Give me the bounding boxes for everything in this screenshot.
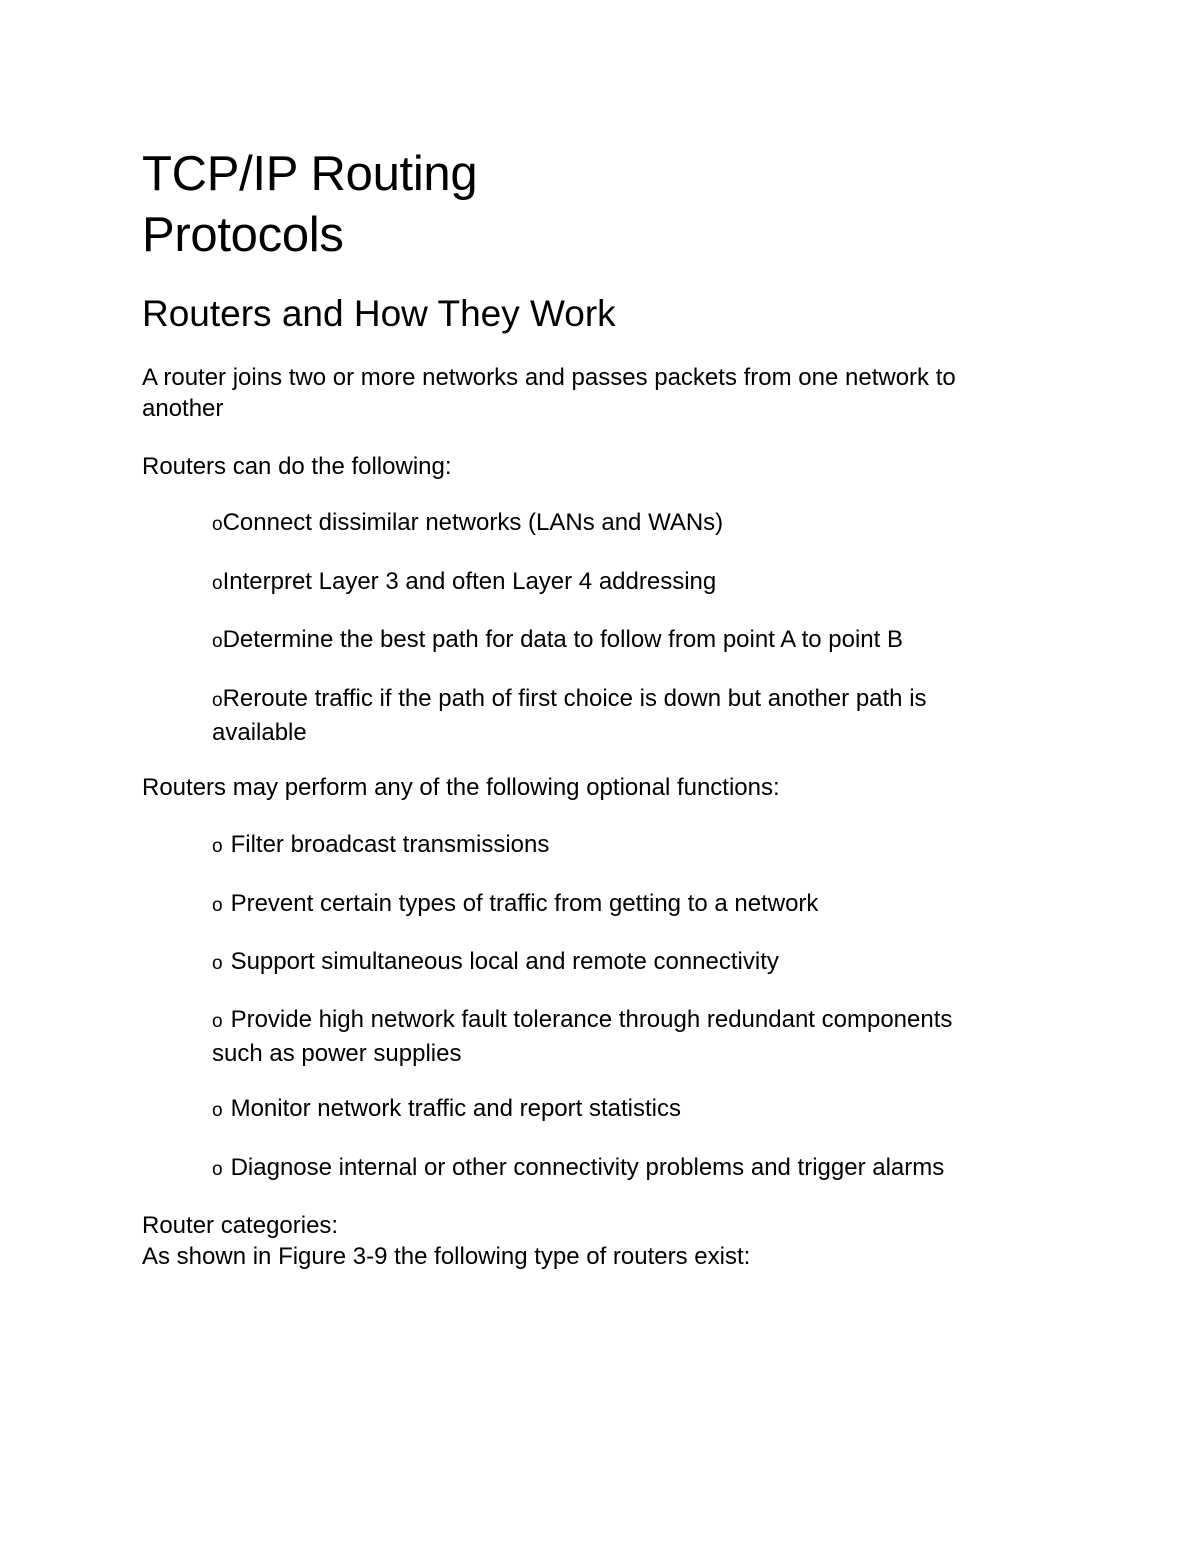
list-item (212, 683, 1052, 749)
list-item-text: Support simultaneous local and remote connectivity (230, 948, 779, 975)
categories-text: As shown in Figure 3-9 the following type of routers exist: (142, 1243, 751, 1270)
list-item-text: Monitor network traffic and report statistics (230, 1095, 681, 1122)
list-item (212, 507, 1052, 541)
categories-paragraph (142, 1210, 1072, 1272)
list-item-text: Determine the best path for data to follow from point A to point B (222, 626, 903, 653)
list-item (212, 1004, 1052, 1070)
bullet-marker: o (212, 690, 223, 711)
section-heading: Routers and How They Work (142, 293, 616, 334)
intro-line-2: another (142, 395, 224, 422)
list-item-text-continued: such as power supplies (212, 1040, 462, 1067)
can-do-heading: Routers can do the following: (142, 453, 452, 480)
intro-line-1: A router joins two or more networks and passes packets from one network to (142, 364, 956, 391)
list-item (212, 829, 1052, 863)
bullet-marker: o (212, 895, 223, 916)
list-item-text-continued: available (212, 719, 307, 746)
list-item (212, 888, 1052, 922)
bullet-marker: o (212, 1159, 223, 1180)
bullet-marker: o (212, 953, 223, 974)
list-item-text: Provide high network fault tolerance through redundant components (230, 1006, 953, 1033)
document-title (142, 144, 477, 266)
title-line-1: TCP/IP Routing (142, 147, 478, 201)
optional-heading: Routers may perform any of the following optional functions: (142, 774, 780, 801)
bullet-marker: o (212, 573, 223, 594)
list-item-text: Connect dissimilar networks (LANs and WANs) (222, 509, 724, 536)
bullet-marker: o (212, 836, 223, 857)
list-item-text: Diagnose internal or other connectivity problems and trigger alarms (230, 1154, 945, 1181)
list-item-text: Interpret Layer 3 and often Layer 4 addressing (222, 568, 717, 595)
bullet-marker: o (212, 1011, 223, 1032)
bullet-marker: o (212, 514, 223, 535)
list-item-text: Filter broadcast transmissions (230, 831, 550, 858)
bullet-marker: o (212, 1100, 223, 1121)
list-item (212, 566, 1052, 600)
categories-heading: Router categories: (142, 1212, 339, 1239)
list-item (212, 1152, 1052, 1186)
list-item (212, 1093, 1052, 1127)
list-item-text: Prevent certain types of traffic from getting to a network (230, 890, 819, 917)
list-item-text: Reroute traffic if the path of first choice is down but another path is (222, 685, 927, 712)
intro-paragraph (142, 362, 1072, 424)
title-line-2: Protocols (142, 208, 344, 262)
list-item (212, 624, 1052, 658)
list-item (212, 946, 1052, 980)
bullet-marker: o (212, 631, 223, 652)
